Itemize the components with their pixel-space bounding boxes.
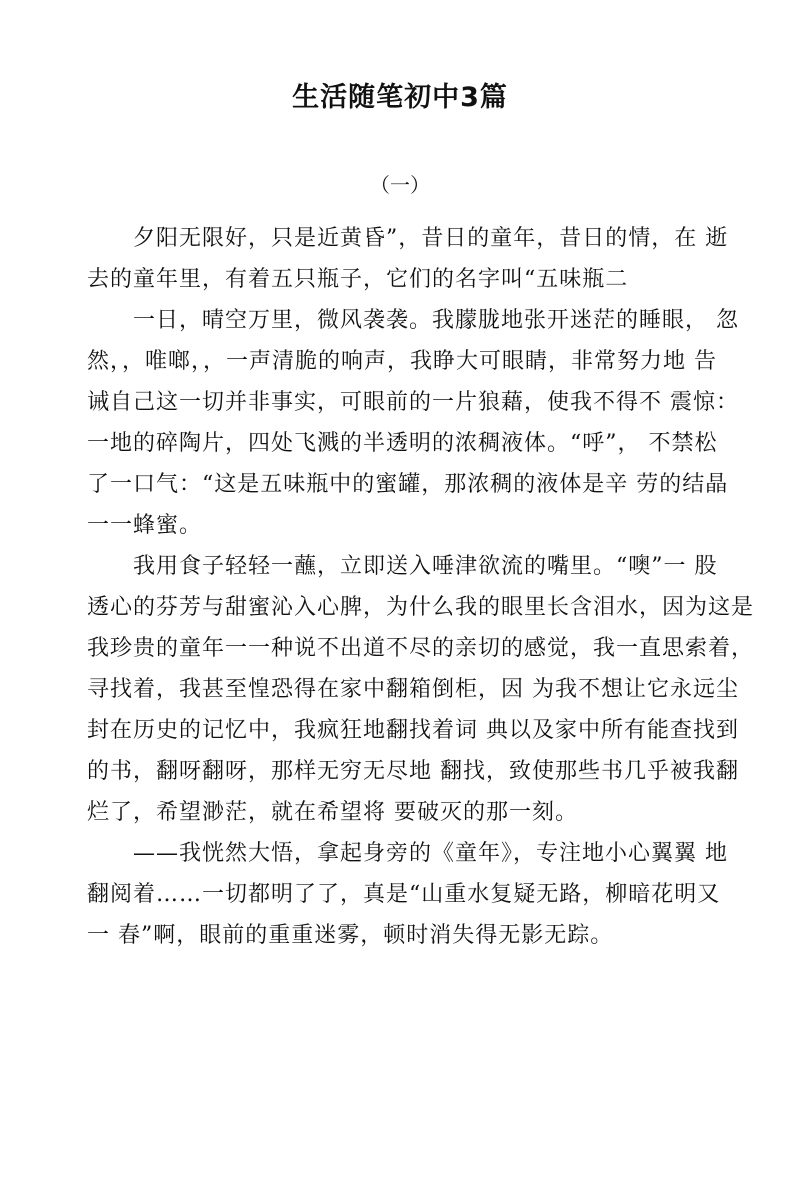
text-line: 然，，唯啷，，一声清脆的响声，我睁大可眼睛，非常努力地 告 [87,349,717,374]
text-line: 我用食子轻轻一蘸，立即送入唾津欲流的嘴里。“噢”一 股 [133,554,718,579]
text-line: 透心的芬芳与甜蜜沁入心脾，为什么我的眼里长含泪水，因为这是 [87,595,755,620]
text-line: 封在历史的记忆中，我疯狂地翻找着词 典以及家中所有能查找到 [87,718,739,743]
text-line: 一日，晴空万里，微风袭袭。我朦胧地张开迷茫的睡眼， 忽 [133,308,739,333]
text-line: 翻阅着……一切都明了了，真是“山重水复疑无路，柳暗花明又 [87,882,721,907]
text-line: 夕阳无限好，只是近黄昏”，昔日的童年，昔日的情，在 逝 [133,226,729,251]
text-line: 烂了，希望渺茫，就在希望将 要破灭的那一刻。 [87,800,578,825]
text-line: 一 春”啊，眼前的重重迷雾，顿时消失得无影无踪。 [87,923,614,948]
paragraph-1 [87,218,727,300]
document-body [87,218,755,956]
text-line: 我珍贵的童年一一种说不出道不尽的亲切的感觉，我一直思索着， [87,636,755,661]
text-line: 了一口气：“这是五味瓶中的蜜罐，那浓稠的液体是辛 劳的结晶 [87,472,729,497]
text-line: 诫自己这一切并非事实，可眼前的一片狼藉，使我不得不 震惊： [87,390,739,415]
section-marker: （一） [370,173,430,197]
paragraph-2 [87,300,739,546]
text-line: 去的童年里，有着五只瓶子，它们的名字叫“五味瓶二 [87,267,629,292]
text-line: ——我恍然大悟，拿起身旁的《童年》，专注地小心翼翼 地 [133,841,728,866]
text-line: 寻找着，我甚至惶恐得在家中翻箱倒柜，因 为我不想让它永远尘 [87,677,739,702]
paragraph-3 [87,546,755,833]
document-title: 生活随笔初中3篇 [292,82,508,113]
paragraph-4 [87,833,727,956]
text-line: 的书，翻呀翻呀，那样无穷无尽地 翻找，致使那些书几乎被我翻 [87,759,739,784]
text-line: 一一蜂蜜。 [87,513,203,538]
text-line: 一地的碎陶片，四处飞溅的半透明的浓稠液体。“呼”， 不禁松 [87,431,718,456]
